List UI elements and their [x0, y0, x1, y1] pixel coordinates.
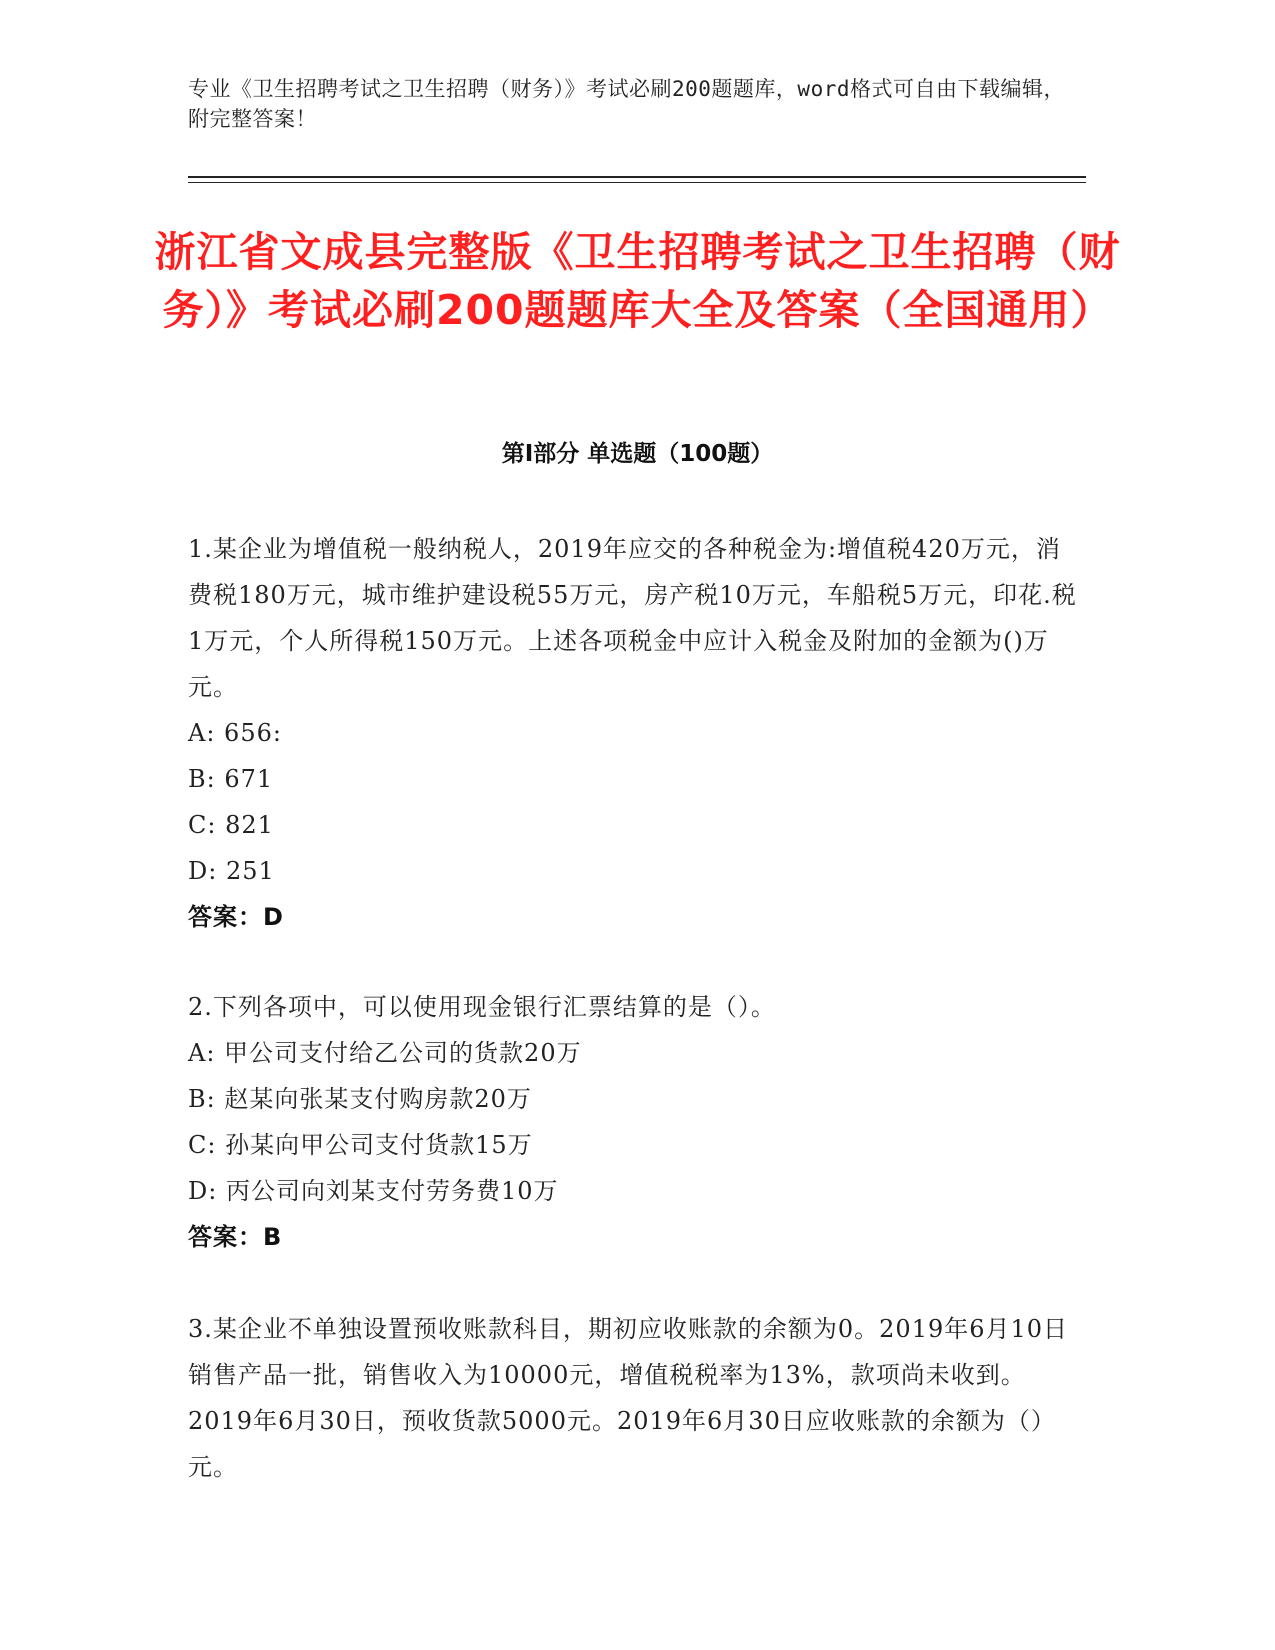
question-2 [188, 984, 1078, 1260]
section-title: 第Ⅰ部分 单选题（100题） [501, 441, 774, 467]
answer-line: 答案：D [188, 903, 284, 931]
answer-line: 答案：B [188, 1223, 283, 1251]
option-a: A: 甲公司支付给乙公司的货款20万 [188, 1039, 582, 1067]
option-b: B: 赵某向张某支付购房款20万 [188, 1085, 532, 1113]
option-c: C: 孙某向甲公司支付货款15万 [188, 1131, 533, 1159]
question-stem: 2.下列各项中，可以使用现金银行汇票结算的是（）。 [188, 993, 776, 1021]
question-stem: 3.某企业不单独设置预收账款科目，期初应收账款的余额为0。2019年6月10日销售产品一批，销售收入为10000元，增值税税率为13%，款项尚未收到。2019年6月30日，预收货款5000元。2019年6月30日应收账款的余额为（）元。 [188, 1315, 1069, 1481]
option-d: D: 251 [188, 857, 275, 885]
question-1 [188, 526, 1078, 940]
header-divider-thick [188, 176, 1086, 178]
option-b: B: 671 [188, 765, 274, 793]
header-note: 专业《卫生招聘考试之卫生招聘（财务）》考试必刷200题题库，word格式可自由下载编辑，附完整答案！ [188, 77, 1065, 131]
question-3 [188, 1306, 1078, 1490]
question-stem: 1.某企业为增值税一般纳税人，2019年应交的各种税金为:增值税420万元，消费税180万元，城市维护建设税55万元，房产税10万元，车船税5万元，印花.税1万元，个人所得税150万元。上述各项税金中应计入税金及附加的金额为()万元。 [188, 535, 1077, 701]
option-c: C: 821 [188, 811, 274, 839]
document-title: 浙江省文成县完整版《卫生招聘考试之卫生招聘（财务）》考试必刷200题题库大全及答案（全国通用） [154, 228, 1121, 334]
header-divider-thin [188, 182, 1086, 183]
option-d: D: 丙公司向刘某支付劳务费10万 [188, 1177, 559, 1205]
option-a: A: 656: [188, 719, 282, 747]
